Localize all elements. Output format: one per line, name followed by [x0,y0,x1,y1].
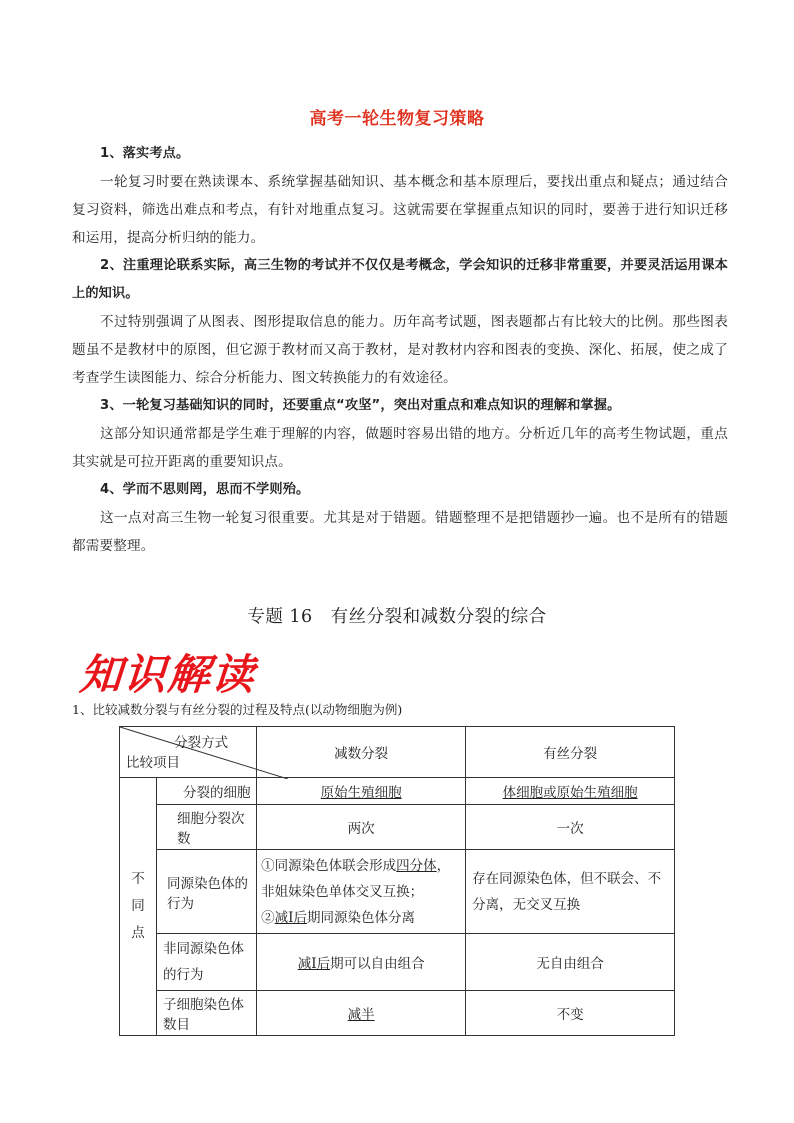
comparison-table [119,726,675,1036]
header-mitosis: 有丝分裂 [466,727,675,778]
row-item: 细胞分裂次数 [157,805,257,850]
table-row [120,850,675,934]
meiosis-cell [257,934,466,991]
mitosis-cell: 一次 [466,805,675,850]
meiosis-text: ② [261,909,275,926]
table-row [120,805,675,850]
header-meiosis: 减数分裂 [257,727,466,778]
meiosis-text: 期同源染色体分离 [307,909,416,926]
row-item: 分裂的细胞 [157,778,257,805]
meiosis-text: ①同源染色体联会形成 [261,857,397,874]
meiosis-cell: 原始生殖细胞 [257,778,466,805]
point-2-heading: 2、注重理论联系实际，高三生物的考试并不仅仅是考概念，学会知识的迁移非常重要，并要灵活运用课本上的知识。 [72,258,728,301]
topic-title: 专题 16 有丝分裂和减数分裂的综合 [247,607,547,627]
table-header-row [120,727,675,778]
header-division-method: 分裂方式 [174,735,229,751]
header-comparison-item: 比较项目 [126,755,180,771]
meiosis-cell [257,850,466,934]
meiosis-line [261,905,461,931]
page-title: 高考一轮生物复习策略 [309,109,485,129]
group-label-char: 点 [131,925,145,941]
row-item: 子细胞染色体数目 [157,991,257,1036]
meiosis-underlined: 减Ⅰ后 [274,909,308,926]
point-3-heading: 3、一轮复习基础知识的同时，还要重点“攻坚”，突出对重点和难点知识的理解和掌握。 [100,398,621,413]
meiosis-cell: 两次 [257,805,466,850]
differences-group-label [120,778,157,1036]
row-item: 非同源染色体的行为 [157,934,257,991]
mitosis-cell: 体细胞或原始生殖细胞 [466,778,675,805]
meiosis-underlined: 四分体 [396,857,437,874]
mitosis-cell: 不变 [466,991,675,1036]
meiosis-cell: 减半 [257,991,466,1036]
point-4-body: 这一点对高三生物一轮复习很重要。尤其是对于错题。错题整理不是把错题抄一遍。也不是所有的错题都需要整理。 [72,510,728,554]
point-2-body: 不过特别强调了从图表、图形提取信息的能力。历年高考试题，图表题都占有比较大的比例。那些图表题虽不是教材中的原图，但它源于教材而又高于教材，是对教材内容和图表的变换、深化、拓展，使之成了考查学生读图能力、综合分析能力、图文转换能力的有效途径。 [72,314,728,386]
meiosis-line [261,853,461,879]
meiosis-text: ， [436,857,451,874]
point-1-heading: 1、落实考点。 [100,146,190,161]
strategy-body [72,140,728,560]
point-4-heading: 4、学而不思则罔，思而不学则殆。 [100,482,310,497]
table-row [120,934,675,991]
point-1-body: 一轮复习时要在熟读课本、系统掌握基础知识、基本概念和基本原理后，要找出重点和疑点；通过结合复习资料，筛选出难点和考点，有针对地重点复习。这就需要在掌握重点知识的同时，要善于进行知识迁移和运用，提高分析归纳的能力。 [72,174,728,246]
table-row [120,991,675,1036]
group-label-char: 不 [131,871,145,887]
knowledge-banner: 知识解读 [78,650,258,699]
mitosis-cell: 存在同源染色体，但不联会、不分离，无交叉互换 [466,850,675,934]
meiosis-text: 期可以自由组合 [330,956,425,972]
table-caption: 1、比较减数分裂与有丝分裂的过程及特点(以动物细胞为例) [72,702,403,717]
meiosis-line: 非姐妹染色单体交叉互换； [261,883,424,900]
diagonal-header-cell [120,727,257,778]
point-3-body: 这部分知识通常都是学生难于理解的内容，做题时容易出错的地方。分析近几年的高考生物试题，重点其实就是可拉开距离的重要知识点。 [72,426,728,470]
row-item: 同源染色体的行为 [157,850,257,934]
mitosis-cell: 无自由组合 [466,934,675,991]
group-label-char: 同 [131,898,145,914]
table-row [120,778,675,805]
meiosis-underlined: 减Ⅰ后 [297,956,331,972]
